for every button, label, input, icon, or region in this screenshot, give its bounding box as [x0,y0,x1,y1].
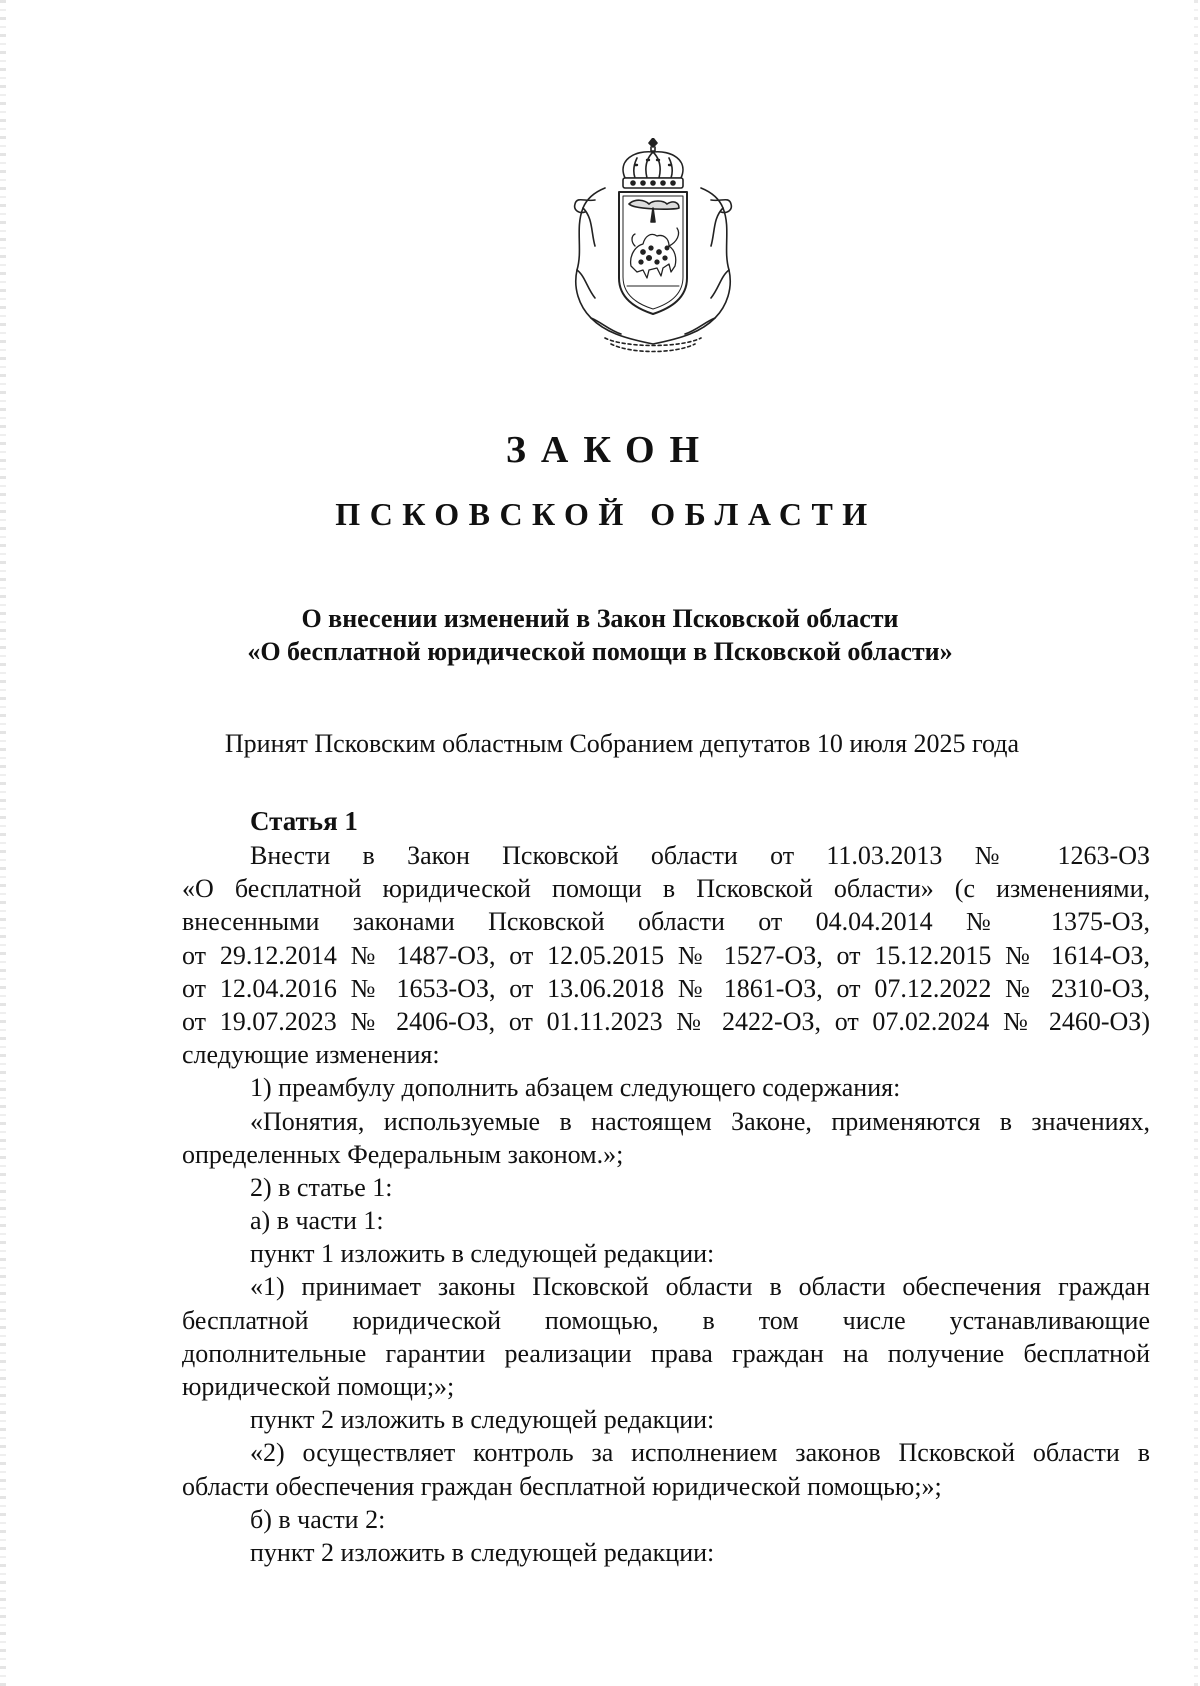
adoption-statement: Принят Псковским областным Собранием депутатов 10 июля 2025 года [224,729,1020,758]
body-line: «2) осуществляет контроль за исполнением законов Псковской области в [250,1438,1150,1468]
article-body [182,839,1150,1569]
body-line: юридической помощи;»; [182,1372,455,1401]
body-line: бесплатной юридической помощью, в том числе устанавливающие [182,1305,1150,1335]
body-line: области обеспечения граждан бесплатной юридической помощью;»; [182,1471,942,1501]
crown-icon [623,138,683,188]
body-line: пункт 2 изложить в следующей редакции: [250,1537,715,1567]
scan-edge-left [0,0,6,1686]
law-subject-line-2: «О бесплатной юридической помощи в Псковской области» [247,637,953,666]
body-line: от 12.04.2016 № 1653-ОЗ, от 13.06.2018 № 1861-ОЗ, от 07.12.2022 № 2310-ОЗ, [182,973,1150,1003]
body-line: б) в части 2: [250,1504,386,1534]
body-line: а) в части 1: [250,1206,384,1236]
body-line: «1) принимает законы Псковской области в области обеспечения граждан [250,1272,1150,1302]
body-line: 2) в статье 1: [250,1172,393,1202]
body-line: пункт 1 изложить в следующей редакции: [250,1239,715,1269]
body-line: следующие изменения: [182,1040,440,1070]
scan-edge-right [1194,0,1198,1686]
body-line: 1) преамбулу дополнить абзацем следующего содержания: [250,1073,901,1103]
body-line: внесенными законами Псковской области от 04.04.2014 № 1375-ОЗ, [182,907,1150,937]
body-line: «О бесплатной юридической помощи в Псковской области» (с изменениями, [182,874,1150,904]
body-line: «Понятия, используемые в настоящем Законе, применяются в значениях, [250,1106,1150,1136]
document-region: ПСКОВСКОЙ ОБЛАСТИ [335,496,877,532]
body-line: дополнительные гарантии реализации права граждан на получение бесплатной [182,1338,1150,1368]
body-line: пункт 2 изложить в следующей редакции: [250,1405,715,1435]
coat-of-arms-emblem [565,138,741,356]
body-line: от 19.07.2023 № 2406-ОЗ, от 01.11.2023 № 2422-ОЗ, от 07.02.2024 № 2460-ОЗ) [182,1006,1150,1036]
body-line: от 29.12.2014 № 1487-ОЗ, от 12.05.2015 № 1527-ОЗ, от 15.12.2015 № 1614-ОЗ, [182,940,1150,970]
article-heading: Статья 1 [250,806,358,836]
document-title: ЗАКОН [505,429,715,471]
body-line: Внести в Закон Псковской области от 11.03.2013 № 1263-ОЗ [250,841,1150,870]
body-line: определенных Федеральным законом.»; [182,1139,624,1169]
law-subject-line-1: О внесении изменений в Закон Псковской области [301,604,899,633]
